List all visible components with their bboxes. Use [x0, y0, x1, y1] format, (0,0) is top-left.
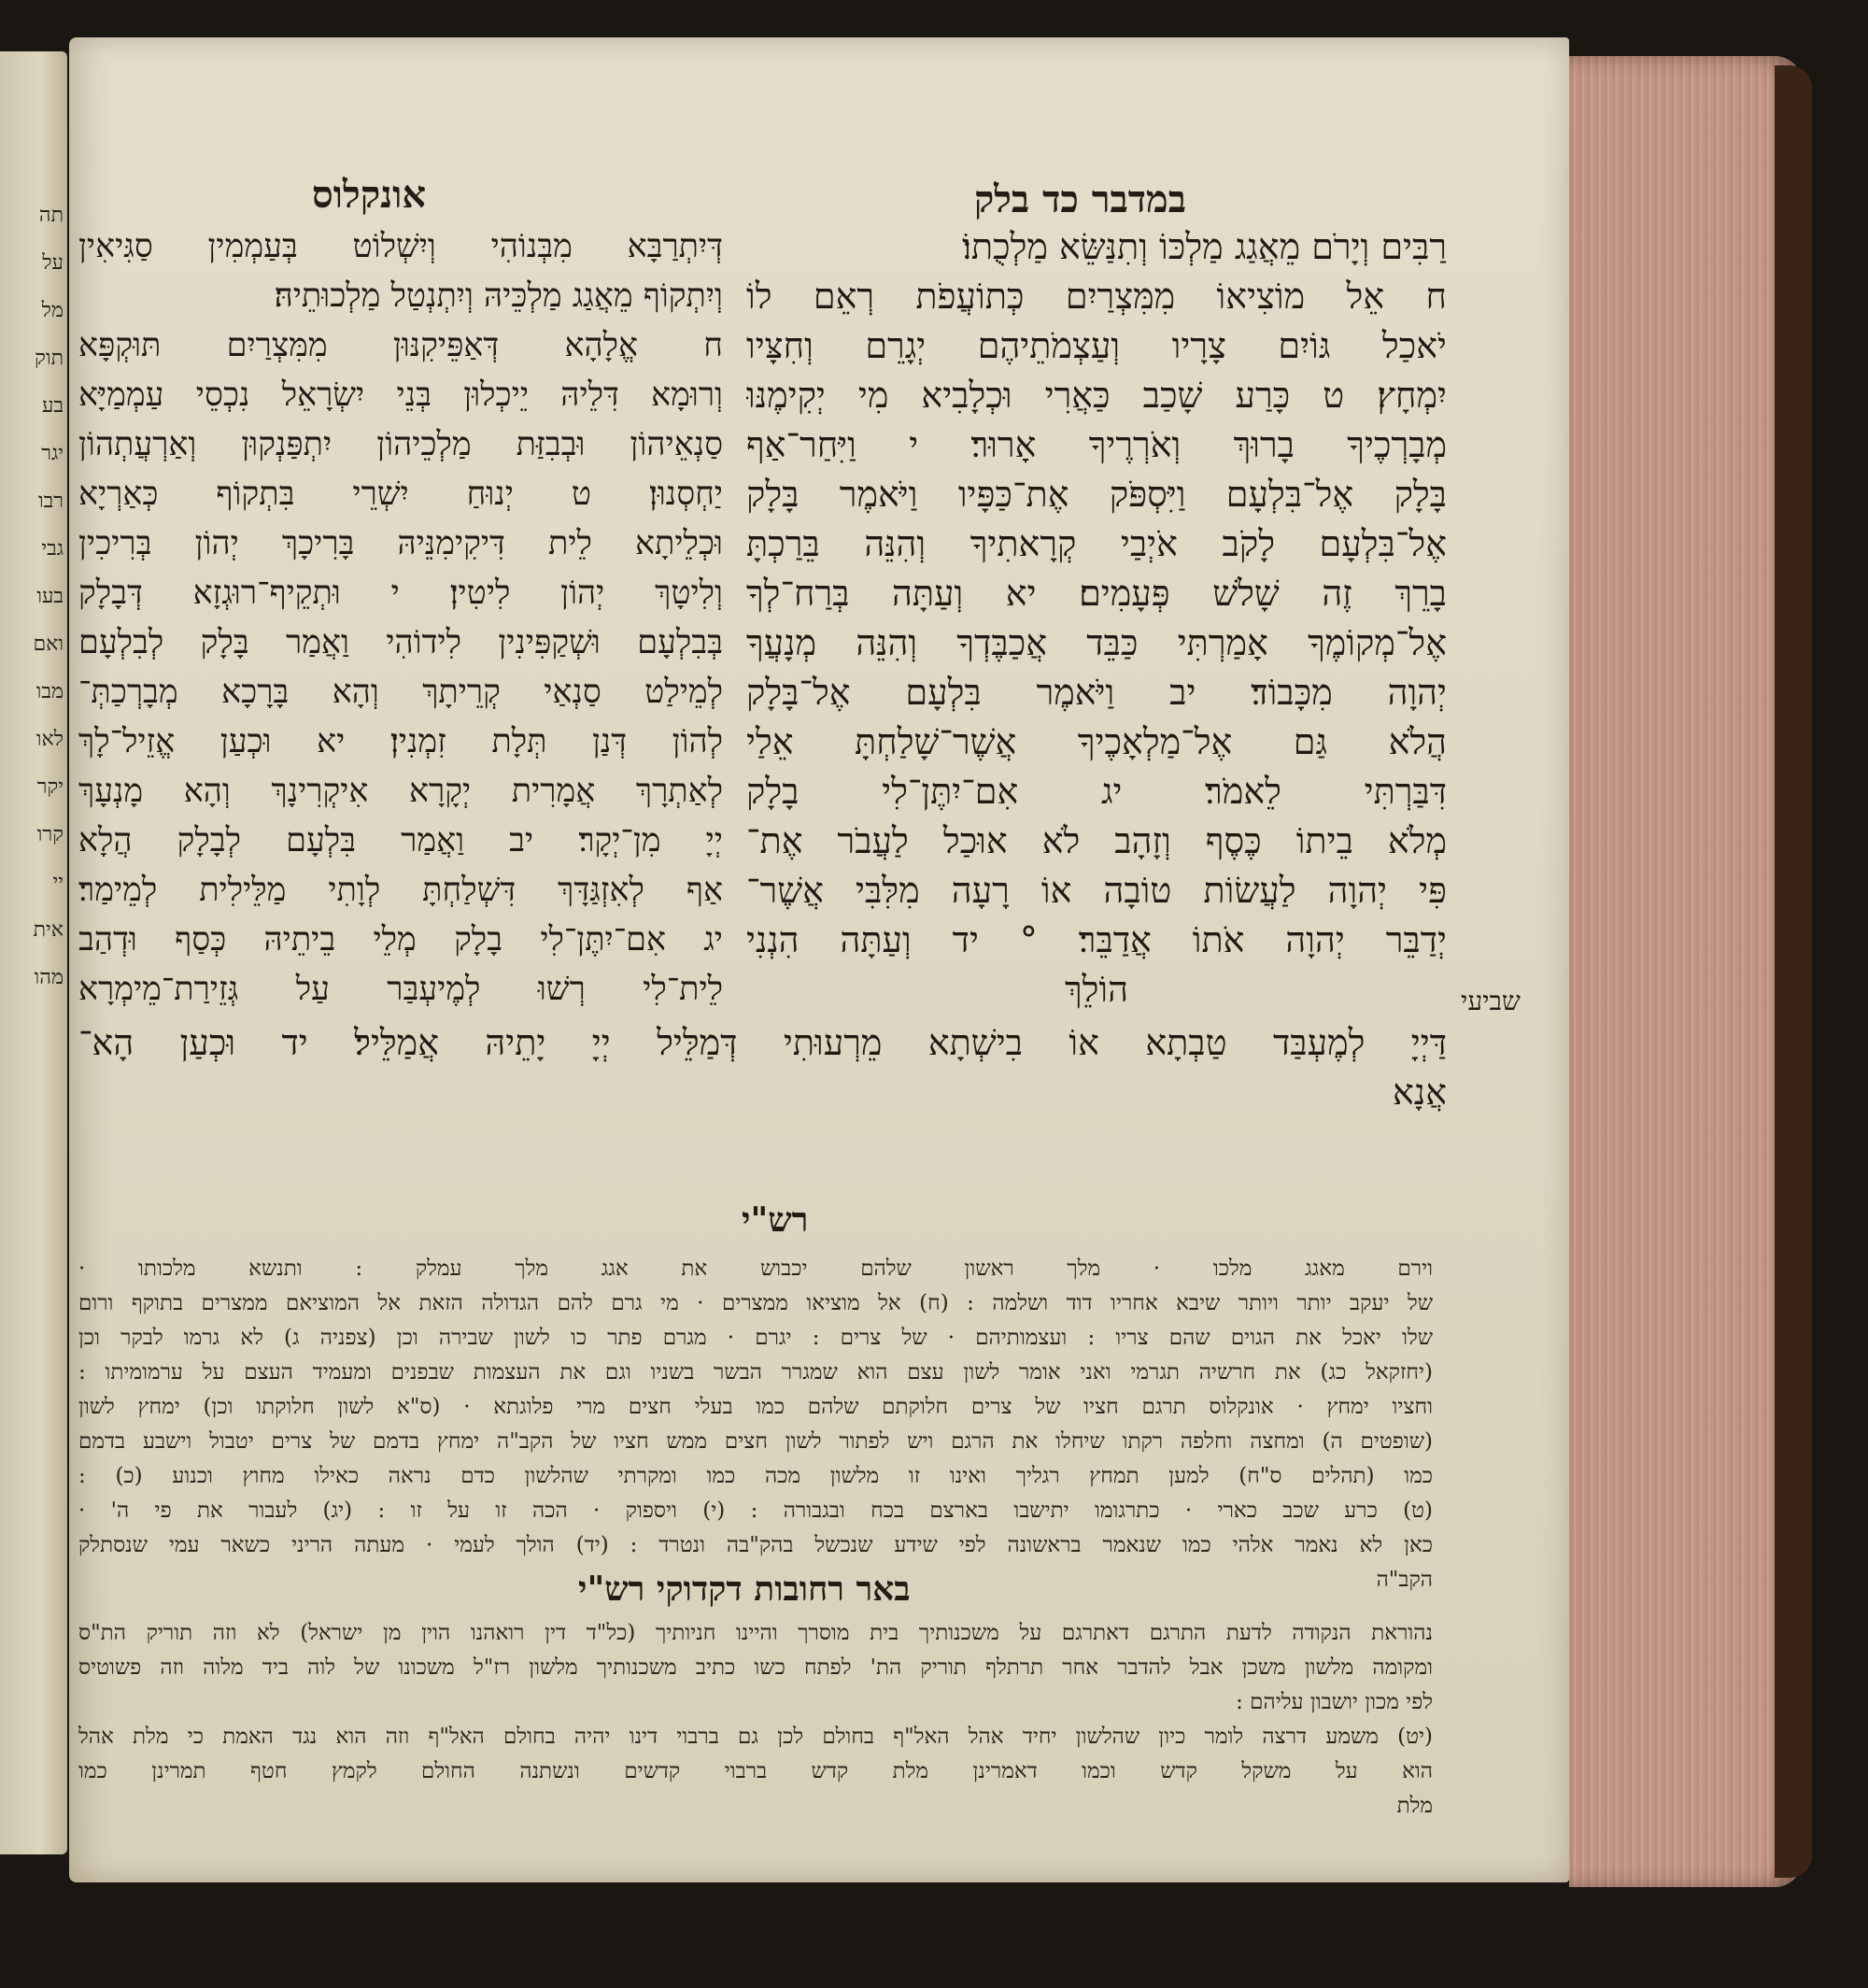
- running-header-parsha: במדבר כד בלק: [973, 178, 1186, 221]
- previous-page-fragment: יי: [52, 871, 64, 894]
- previous-page-fragment: תה: [38, 204, 64, 227]
- margin-note-shevii: שביעי: [1461, 986, 1521, 1016]
- torah-line: יִמְחָץ׃ ט כָּרַע שָׁכַב כַּאֲרִי וּכְלָבִיא מִי יְקִימֶנּוּ: [746, 375, 1447, 416]
- onkelos-line: וְיִתְקוֹף מֵאֲגַג מַלְכֵּיהּ וְיִתְנְטַל מַלְכוּתֵיהּ׃: [274, 277, 723, 315]
- previous-page-fragment: תוק: [35, 347, 64, 370]
- previous-page-fragment: מבו: [35, 680, 64, 703]
- book-fore-edge: [1569, 56, 1803, 1887]
- onkelos-line: וְרוּמָא דִּלֵיהּ יֵיכְלוּן בְּנֵי יִשְׂרָאֵל נִכְסֵי עַמְמַיָּא: [78, 376, 723, 414]
- torah-line: בָּלָק אֶל־בִּלְעָם וַיִּסְפֹּק אֶת־כַּפָּיו וַיֹּאמֶר בָּלָק: [746, 474, 1447, 515]
- beer-line: ומקומה מלשון משכן אבל להדבר אחר תרתלף תוריק הת' לפתח כשו כתיב משכנותיך מלשון רז"ל משכונו של לוה ביד מלוה וזה פשוטיס: [78, 1655, 1433, 1680]
- torah-line: יְדַבֵּר יְהוָה אֹתוֹ אֲדַבֵּר׃ ° יד וְעַתָּה הִנְנִי: [746, 919, 1447, 960]
- previous-page-fragment: קרו: [36, 823, 64, 846]
- torah-line: מְבָרְכֶיךָ בָרוּךְ וְאֹרְרֶיךָ אָרוּר׃ י וַיִּחַר־אַף: [746, 424, 1447, 465]
- previous-page-fragment: ואם: [33, 632, 64, 656]
- beer-line: מלת: [1396, 1794, 1433, 1818]
- onkelos-continuation: [78, 1018, 1447, 1117]
- onkelos-line: לְמֵילַט סַנְאַי קְרֵיתָךְ וְהָא בָּרָכָא מְבָרְכַתְּ־: [78, 674, 723, 711]
- onkelos-line: ח אֱלָהָא דְּאַפֵּיקִנּוּן מִמִּצְרַיִם תּוּקְפָּא: [78, 327, 723, 364]
- previous-page-text: [6, 192, 64, 1001]
- torah-line: אֶל־בִּלְעָם לָקֹב אֹיְבַי קְרָאתִיךָ וְהִנֵּה בֵּרַכְתָּ: [746, 523, 1447, 564]
- torah-line: הוֹלֵךְ: [1064, 969, 1129, 1010]
- torah-line: יֹאכַל גּוֹיִם צָרָיו וְעַצְמֹתֵיהֶם יְגָרֵם וְחִצָּיו: [746, 325, 1447, 366]
- beer-rechovot-commentary: [78, 1616, 1433, 1824]
- torah-line: ח אֵל מוֹצִיאוֹ מִמִּצְרַיִם כְּתוֹעֲפֹת רְאֵם לוֹ: [746, 276, 1447, 317]
- torah-line: אֶל־מְקוֹמֶךָ אָמַרְתִּי כַּבֵּד אֲכַבֶּדְךָ וְהִנֵּה מְנָעֲךָ: [746, 622, 1447, 663]
- onkelos-line: וּכְלֵיתָא לֵית דִּיקִימִנֵּיהּ בָּרִיכָךְ יְהוֹן בְּרִיכִין: [78, 525, 723, 562]
- onkelos-shared-line: אֲנָא: [1393, 1072, 1447, 1113]
- torah-text-column: [746, 222, 1447, 1015]
- torah-line: פִּי יְהוָה לַעֲשׂוֹת טוֹבָה אוֹ רָעָה מִלִּבִּי אֲשֶׁר־: [746, 870, 1447, 911]
- rashi-line: וירם מאגג מלכו · מלך ראשון שלהם יכבוש את אגג מלך עמלק : ותנשא מלכותו ·: [78, 1257, 1433, 1281]
- onkelos-line: בְּבִלְעָם וּשְׁקַפִּינִין לִידוֹהִי וַאֲמַר בָּלָק לְבִלְעָם: [78, 624, 723, 661]
- beer-line: (יט) משמע דרצה לומר כיון שהלשון יחיד אהל האל"ף בחולם לכן גם ברבוי דינו יהיה בחולם האל"ף וזה הוא נגד האמת כי מלת אהל: [78, 1725, 1433, 1749]
- running-header-onkelos: אונקלוס: [312, 173, 427, 217]
- beer-rechovot-heading: באר רחובות דקדוקי רש"י: [578, 1569, 911, 1609]
- onkelos-line: לְאַתְרָךְ אֲמָרִית יְקָרָא אִיקְרִינָךְ וְהָא מָנְעָךְ: [78, 773, 723, 810]
- torah-line: בָרֵךְ זֶה שָׁלֹשׁ פְּעָמִים׃ יא וְעַתָּה בְּרַח־לְךָ: [746, 573, 1447, 614]
- beer-line: נהוראת הנקודה לדעת התרגם דאתרגם על משכנותיך בית מוסרך והיינו חניותיך (כל"ד דין רואהנו הוין מן ישראל) לא וזה תוריק הת"ס: [78, 1621, 1433, 1645]
- onkelos-text-column: [78, 222, 723, 1015]
- rashi-line: (ט) כרע שכב כארי · כתרגומו יתישבו בארצם בכח ובגבורה : (י) ויספוק · הכה זו על זו : (יג) לעבור את פי ה' ·: [78, 1498, 1433, 1523]
- rashi-line: של יעקב יותר ויותר שיבא אחריו דוד ושלמה : (ח) אל מוציאו ממצרים · מי גרם להם הגדולה הזאת אל המוציאם ממצרים בתוקף ורום: [78, 1291, 1433, 1315]
- onkelos-line: יְיָ מִן־יְקָר׃ יב וַאֲמַר בִּלְעָם לְבָלָק הֲלָא: [78, 822, 723, 859]
- onkelos-shared-line: דַּיְיָ לְמֶעְבַּד טַבְתָא אוֹ בִישְׁתָא מֵרְעוּתִי דְּמַלֵּיל יְיָ יָתֵיהּ אֲמַלֵּיל׃ יד וּכְעַן הָא־: [78, 1022, 1447, 1063]
- rashi-heading: רש"י: [742, 1200, 809, 1240]
- book-page: [69, 37, 1569, 1882]
- onkelos-line: סַנְאֵיהוֹן וּבְבִזַּת מַלְכֵיהוֹן יִתְפַּנְקוּן וְאַרְעֲתְהוֹן: [78, 426, 723, 463]
- previous-page-fragment: יקר: [36, 775, 64, 799]
- rashi-line: כאן לא נאמר אלהי כמו שנאמר בראשונה לפי שידע שנכשל בהק"בה ונטרד : (יד) הולך לעמי · מעתה הריני כשאר עמי שנסתלק: [78, 1533, 1433, 1557]
- rashi-line: שלו יאכל את הגוים שהם צריו : ועצמותיהם · של צרים : יגרם · מגרם פתר כו לשון שבירה וכן (צפניה ג) לא גרמו לבקר וכן: [78, 1326, 1433, 1350]
- previous-page-fragment: רבו: [37, 490, 64, 513]
- beer-line: לפי מכון יושבון עליהם :: [1236, 1690, 1433, 1714]
- onkelos-line: וְלִיטָךְ יְהוֹן לִיטִין׃ י וּתְקֵיף־רוּגְזָא דְּבָלָק: [78, 575, 723, 612]
- rashi-line: (יחזקאל כג) את חרשיה תגרמי ואני אומר לשון עצם הוא שמגרר הבשר בשניו וגם את העצמות שבפנים ומעמיד העצם על ערמומיתו :: [78, 1360, 1433, 1384]
- onkelos-line: יַחְסְנוּן׃ ט יְנוּחַ יִשְׁרֵי בִּתְקוֹף כְּאַרְיָא: [78, 476, 723, 513]
- previous-page-fragment: בע: [41, 394, 64, 418]
- previous-page-fragment: על: [42, 251, 64, 275]
- previous-page-edge: [0, 51, 67, 1854]
- onkelos-line: לְהוֹן דְּנַן תְּלָת זִמְנִין׃ יא וּכְעַן אֱזֵיל־לָךְ: [78, 723, 723, 760]
- torah-line: הֲלֹא גַּם אֶל־מַלְאָכֶיךָ אֲשֶׁר־שָׁלַחְתָּ אֵלַי: [746, 721, 1447, 762]
- onkelos-line: לֵית־לִי רְשׁוּ לְמֶיעְבַּר עַל גְּזֵירַת־מֵימְרָא: [78, 971, 723, 1008]
- previous-page-fragment: מהו: [34, 966, 64, 989]
- rashi-line: (שופטים ה) ומחצה וחלפה רקתו שיחלו את הרגם ויש לפתור לשון חצים ממש חציו של הקב"ה ימחץ בדמם של צרים יטבול וישבע בדמם: [78, 1429, 1433, 1454]
- torah-line: דִּבַּרְתִּי לֵאמֹר׃ יג אִם־יִתֶּן־לִי בָלָק: [746, 771, 1447, 812]
- onkelos-line: אַף לְאִזְגַּדָּךְ דִּשְׁלַחְתָּ לְוָתִי מַלֵּילִית לְמֵימַר׃: [78, 872, 723, 909]
- previous-page-fragment: לאו: [35, 728, 64, 751]
- beer-line: הוא על משקל קדש וכמו דאמרינן מלת קדש ברבוי קדשים ונשתנה החולם לקמץ חטף תמרינן כמו: [78, 1759, 1433, 1783]
- previous-page-fragment: יגר: [41, 442, 64, 465]
- previous-page-fragment: בעו: [36, 585, 64, 608]
- rashi-line: וחציו ימחץ · אונקלוס תרגם חציו של צרים חלוקתם שלהם כמו בעלי חצים מרי פלוגתא · (ס"א לשון חלוקתו וכן) ימחץ לשון: [78, 1395, 1433, 1419]
- rashi-commentary: [78, 1252, 1433, 1598]
- previous-page-fragment: מל: [41, 299, 64, 322]
- torah-line: רַבִּים וְיָרֹם מֵאֲגַג מַלְכּוֹ וְתִנַּשֵּׂא מַלְכֻתוֹ׃: [962, 226, 1447, 267]
- previous-page-fragment: אית: [33, 918, 64, 942]
- torah-line: מְלֹא בֵיתוֹ כֶּסֶף וְזָהָב לֹא אוּכַל לַעֲבֹר אֶת־: [746, 820, 1447, 861]
- torah-line: יְהוָה מִכָּבוֹד׃ יב וַיֹּאמֶר בִּלְעָם אֶל־בָּלָק: [746, 672, 1447, 713]
- rashi-line: כמו (תהלים ס"ח) למען תמחץ רגליך ואינו זו מלשון מכה כמו ומקרתי שהלשון כדם נראה כאילו מחוץ וכנוע (כ) :: [78, 1464, 1433, 1488]
- onkelos-line: דְּיִתְרַבָּא מִבְּנוֹהִי וְיִשְׁלוֹט בְּעַמְמִין סַגִּיאִין: [78, 228, 723, 265]
- onkelos-line: יג אִם־יִתֶּן־לִי בָלָק מְלֵי בֵיתֵיהּ כְּסַף וּדְהַב: [78, 921, 723, 958]
- book-cover-edge: [1775, 65, 1812, 1878]
- previous-page-fragment: גבי: [41, 537, 64, 561]
- rashi-line: הקב"ה: [1376, 1568, 1433, 1592]
